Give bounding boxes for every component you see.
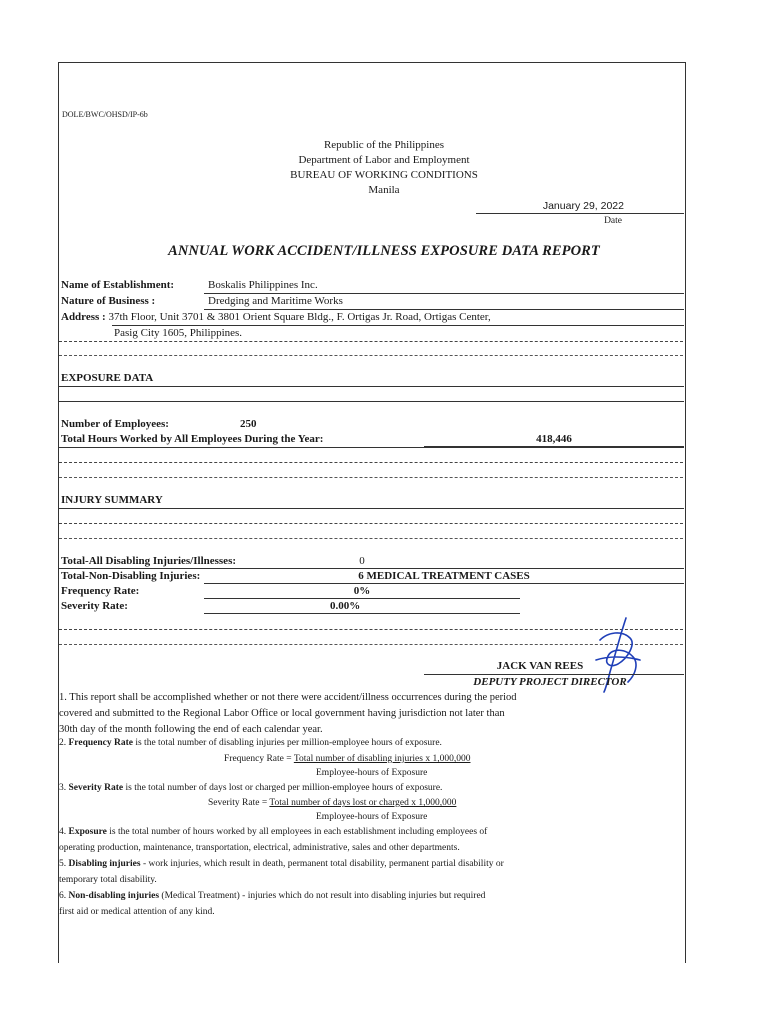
note-2 [59,738,442,748]
dashed-rule [59,538,683,539]
dashed-rule [59,355,683,356]
hours-label: Total Hours Worked by All Employees During the Year: [61,433,324,445]
note-6-term: Non-disabling injuries [68,891,160,901]
note-5-term: Disabling injuries [68,859,141,869]
header-city: Manila [368,184,400,196]
business-label: Nature of Business : [61,295,156,307]
injury-section-rule [59,508,684,509]
note-2-term: Frequency Rate [68,738,133,748]
note-4-term: Exposure [68,827,107,837]
address-line2: Pasig City 1605, Philippines. [114,327,243,339]
signatory-name: JACK VAN REES [496,660,584,672]
hours-value: 418,446 [536,433,572,445]
report-title: ANNUAL WORK ACCIDENT/ILLNESS EXPOSURE DATA REPORT [168,243,600,259]
severity-label: Severity Rate: [61,600,128,612]
form-code: DOLE/BWC/OHSD/IP-6b [62,110,148,119]
signature-rule [424,674,684,675]
note-6 [59,891,485,901]
note-4-prefix: 4. [59,827,69,837]
establishment-name-label: Name of Establishment: [61,279,175,291]
note-4-line-2: operating production, maintenance, transportation, electrical, administrative, sales and other departments. [59,843,460,853]
header-republic: Republic of the Philippines [323,139,445,151]
establishment-name-value: Boskalis Philippines Inc. [208,279,318,291]
note-1-line-3: 30th day of the month following the end of each calendar year. [59,724,323,735]
date-label: Date [604,216,622,226]
injury-section-title: INJURY SUMMARY [61,494,163,506]
date-underline [476,213,684,214]
severity-formula-numerator: Total number of days lost or charged x 1,000,000 [269,798,457,808]
dashed-rule [59,477,683,478]
note-3-term: Severity Rate [68,783,124,793]
severity-formula-denominator: Employee-hours of Exposure [316,812,428,822]
header-bureau: BUREAU OF WORKING CONDITIONS [290,169,478,181]
frequency-formula-denominator: Employee-hours of Exposure [316,768,428,778]
dashed-rule [59,462,683,463]
note-5-line-2: temporary total disability. [59,875,157,885]
nondisabling-value: 6 MEDICAL TREATMENT CASES [358,570,530,582]
address-line1: 37th Floor, Unit 3701 & 3801 Orient Square Bldg., F. Ortigas Jr. Road, Ortigas Center, [108,311,491,323]
frequency-formula [224,754,470,764]
exposure-section-title: EXPOSURE DATA [61,372,154,384]
address-line1-rule [112,325,684,326]
establishment-name-line [204,293,684,294]
header-department: Department of Labor and Employment [298,154,470,166]
exposure-section-rule [59,386,684,387]
disabling-rule [59,568,684,569]
severity-formula [208,798,456,808]
nondisabling-rule [204,583,684,584]
exposure-section-rule-2 [59,401,684,402]
frequency-rule [204,598,520,599]
note-3-text: is the total number of days lost or charged per million-employee hours of exposure. [123,783,443,793]
disabling-label: Total-All Disabling Injuries/Illnesses: [61,555,237,567]
note-1-line-2: covered and submitted to the Regional Labor Office or local government having jurisdiction not later than [59,708,505,719]
business-value: Dredging and Maritime Works [208,295,343,307]
nondisabling-label: Total-Non-Disabling Injuries: [61,570,201,582]
note-1-line-1: 1. This report shall be accomplished whether or not there were accident/illness occurrences during the period [59,692,517,703]
dashed-rule [59,341,683,342]
employees-value: 250 [240,418,257,430]
address-label: Address : [61,311,106,323]
note-6-line-2: first aid or medical attention of any kind. [59,907,215,917]
frequency-formula-numerator: Total number of disabling injuries x 1,000,000 [293,754,471,764]
note-2-prefix: 2. [59,738,69,748]
frequency-value: 0% [353,585,371,597]
note-4-text: is the total number of hours worked by all employees in each establishment including employees of [106,827,488,837]
note-4 [59,827,487,837]
employees-label: Number of Employees: [61,418,169,430]
note-6-text: (Medical Treatment) - injuries which do not result into disabling injuries but required [159,891,486,901]
frequency-formula-label: Frequency Rate = [224,754,294,764]
hours-rule [59,447,684,448]
signatory-title: DEPUTY PROJECT DIRECTOR [473,676,627,688]
severity-formula-label: Severity Rate = [208,798,270,808]
hours-value-line [424,446,684,447]
disabling-value: 0 [359,555,365,567]
note-3 [59,783,442,793]
severity-value: 0.00% [330,600,361,612]
date-value: January 29, 2022 [542,200,624,212]
note-6-prefix: 6. [59,891,69,901]
note-3-prefix: 3. [59,783,69,793]
note-5 [59,859,504,869]
address-row [61,311,491,323]
note-5-text: - work injuries, which result in death, permanent total disability, permanent partial disability or [140,859,504,869]
dashed-rule [59,523,683,524]
business-line [204,309,684,310]
severity-rule [204,613,520,614]
frequency-label: Frequency Rate: [61,585,140,597]
note-2-text: is the total number of disabling injuries per million-employee hours of exposure. [132,738,442,748]
note-5-prefix: 5. [59,859,69,869]
